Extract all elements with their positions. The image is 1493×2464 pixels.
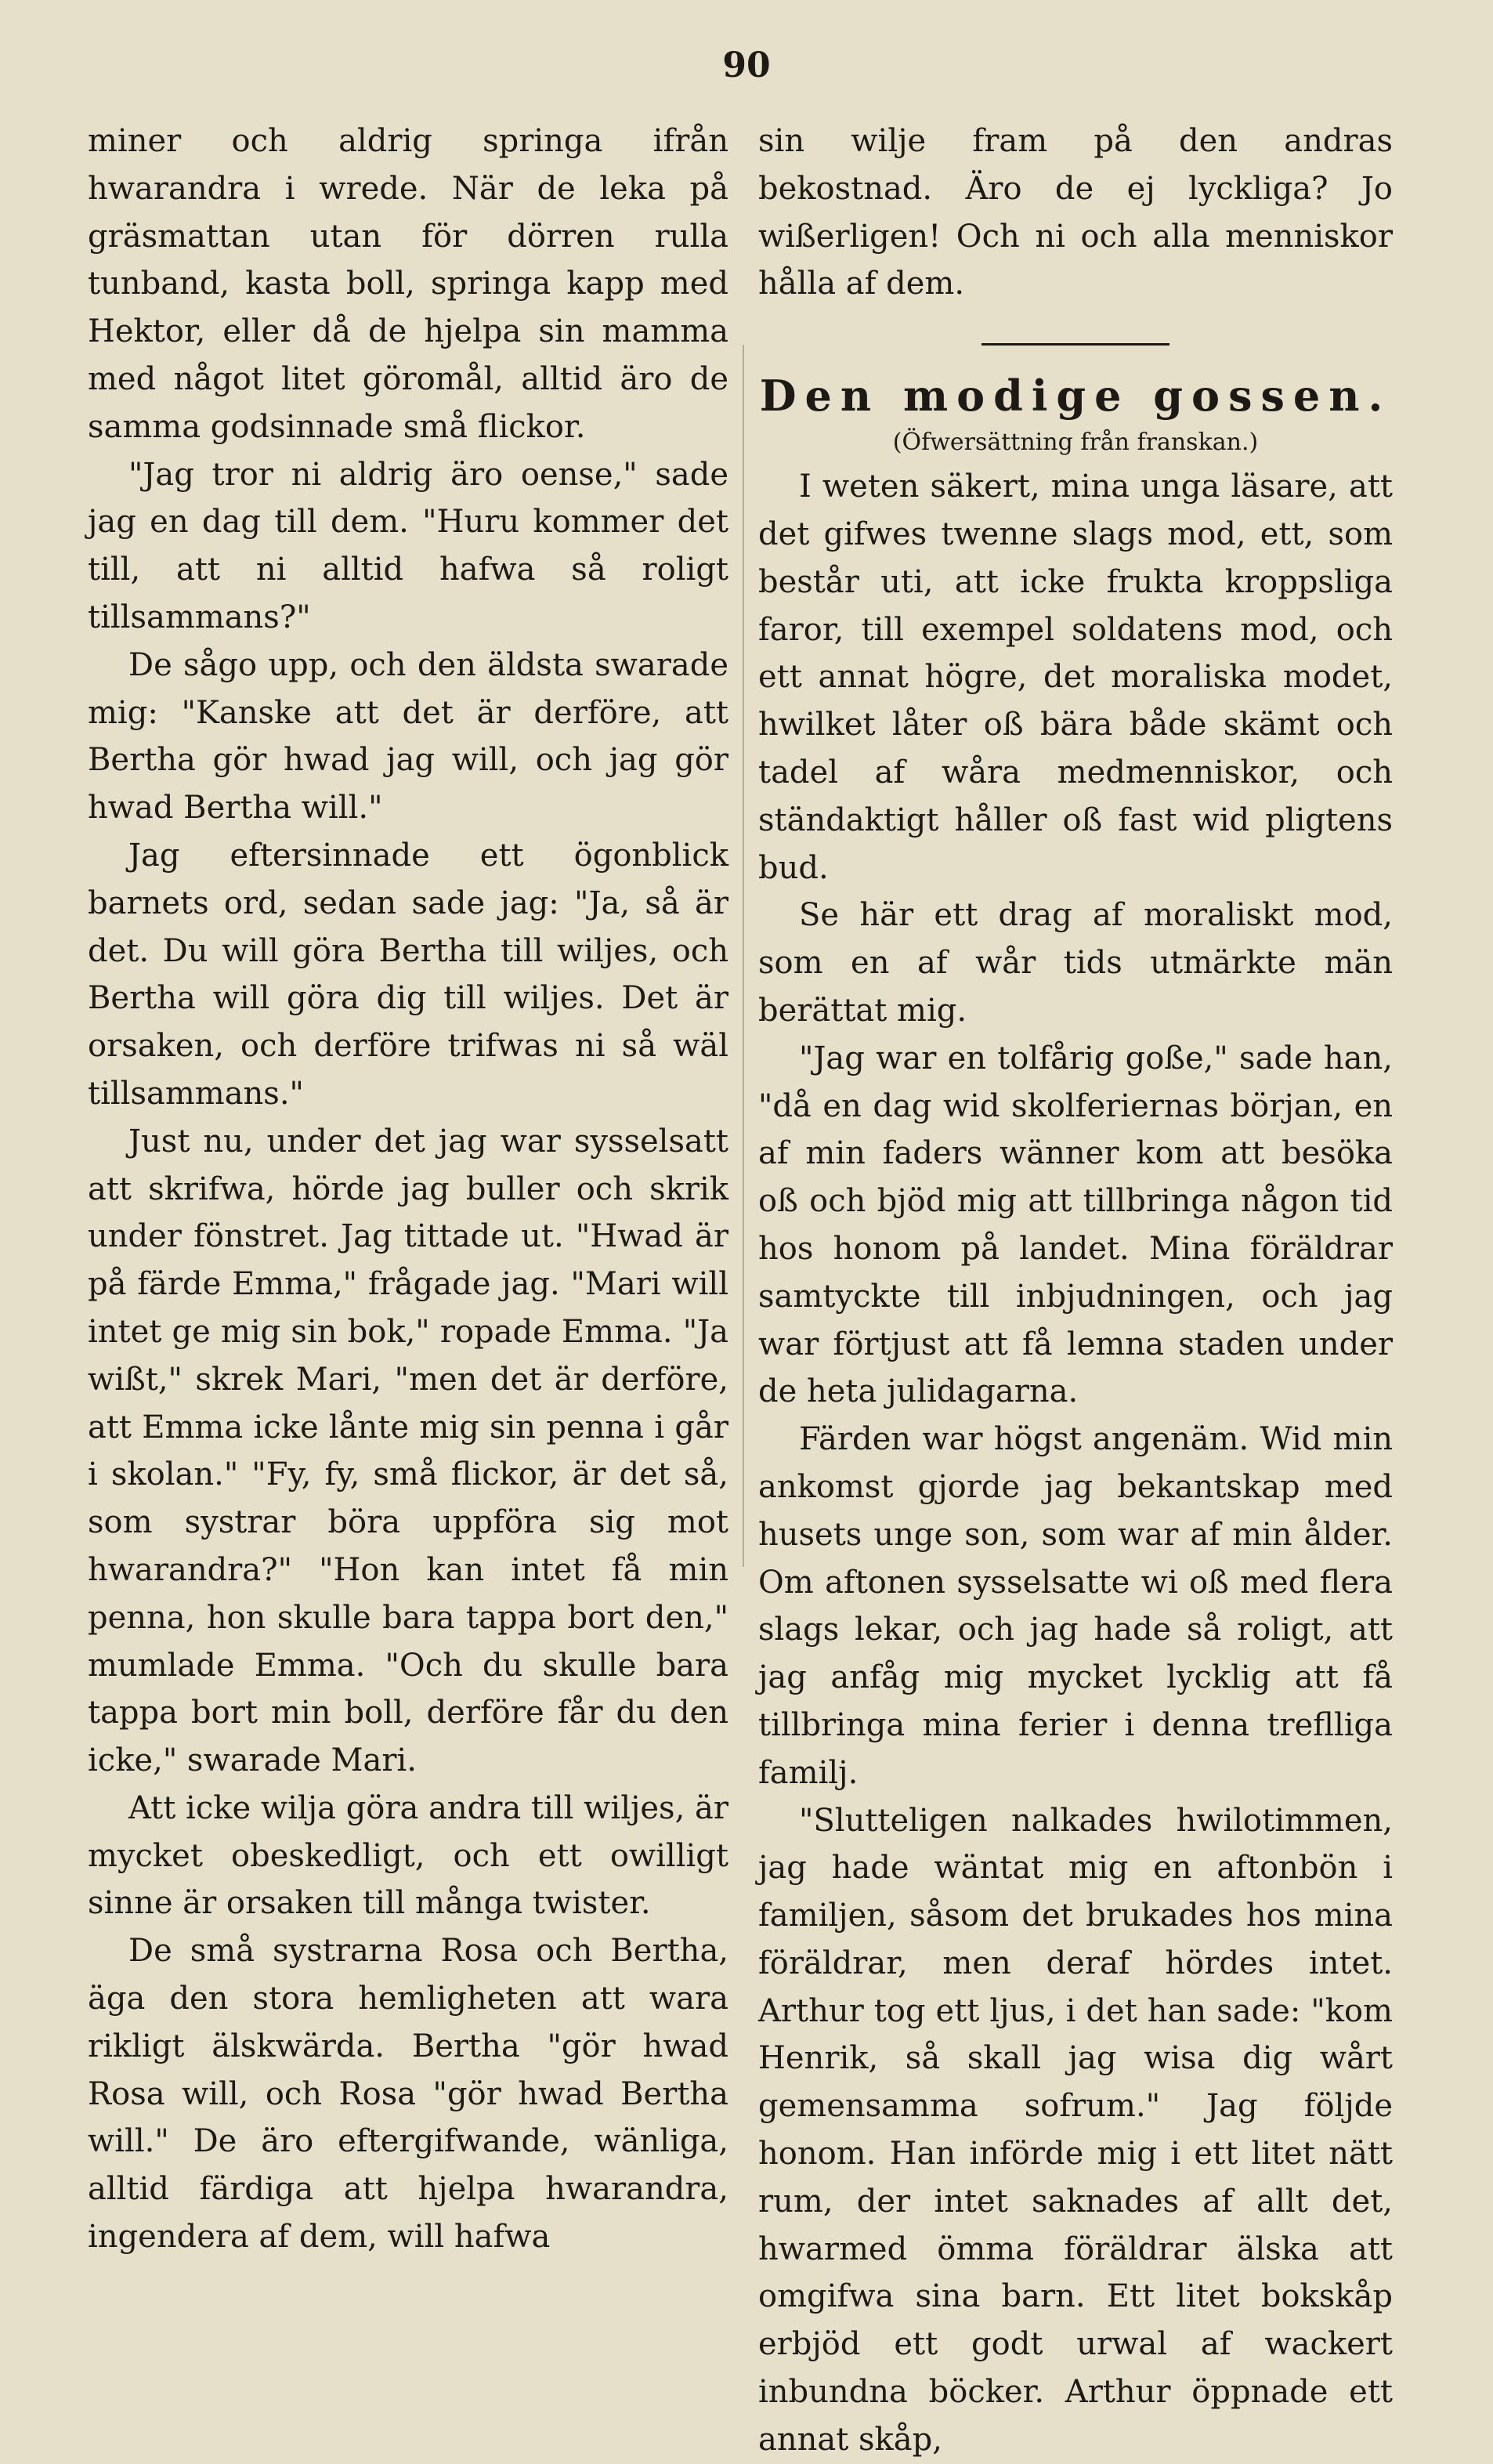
page-number: 90	[722, 45, 771, 85]
paragraph: Se här ett drag af moraliskt mod, som en af wår tids utmärkte män berättat mig.	[758, 897, 1393, 1029]
paragraph: "Jag war en tolfårig goße," sade han, "då en dag wid skolferiernas början, en af min faders wänner kom att besöka oß och bjöd mig att tillbringa någon tid hos honom på landet. Mina föräldrar samtyckte till inbjudningen, och jag war förtjust att få lemna staden under de heta julidagarna.	[758, 1040, 1393, 1410]
paragraph: sin wilje fram på den andras bekostnad. Äro de ej lyckliga? Jo wißerligen! Och ni och alla menniskor hålla af dem.	[758, 123, 1393, 302]
paragraph: Jag eftersinnade ett ögonblick barnets ord, sedan sade jag: "Ja, så är det. Du will göra Bertha till wiljes, och Bertha will göra dig till wiljes. Det är orsaken, och derföre trifwas ni så wäl tillsammans."	[88, 837, 728, 1112]
paragraph: Färden war högst angenäm. Wid min ankomst gjorde jag bekantskap med husets unge son, som war af min ålder. Om aftonen sysselsatte wi oß med flera slags lekar, och jag hade så roligt, att jag anfåg mig mycket lycklig att få tillbringa mina ferier i denna treflliga familj.	[758, 1421, 1393, 1791]
left-column	[88, 118, 728, 2261]
paragraph: Just nu, under det jag war sysselsatt att skrifwa, hörde jag buller och skrik under fönstret. Jag tittade ut. "Hwad är på färde Emma," frågade jag. "Mari will intet ge mig sin bok," ropade Emma. "Ja wißt," skrek Mari, "men det är derföre, att Emma icke lånte mig sin penna i går i skolan." "Fy, fy, små flickor, är det så, som systrar böra uppföra sig mot hwarandra?" "Hon kan intet få min penna, hon skulle bara tappa bort den," mumlade Emma. "Och du skulle bara tappa bort min boll, derföre får du den icke," swarade Mari.	[88, 1123, 728, 1779]
paragraph: Att icke wilja göra andra till wiljes, är mycket obeskedligt, och ett owilligt sinne är orsaken till många twister.	[88, 1789, 728, 1922]
paragraph: De små systrarna Rosa och Bertha, äga den stora hemligheten att wara rikligt älskwärda. Bertha "gör hwad Rosa will, och Rosa "gör hwad Bertha will." De äro eftergifwande, wänliga, alltid färdiga att hjelpa hwarandra, ingendera af dem, will hafwa	[88, 1933, 728, 2256]
right-column	[758, 118, 1393, 2464]
story-subtitle: (Öfwersättning från franskan.)	[892, 429, 1259, 457]
paragraph: miner och aldrig springa ifrån hwarandra i wrede. När de leka på gräsmattan utan för dörren rulla tunband, kasta boll, springa kapp med Hektor, eller då de hjelpa sin mamma med något litet göromål, alltid äro de samma godsinnade små flickor.	[88, 123, 728, 445]
paragraph: "Slutteligen nalkades hwilotimmen, jag hade wäntat mig en aftonbön i familjen, såsom det brukades hos mina föräldrar, men deraf hördes intet. Arthur tog ett ljus, i det han sade: "kom Henrik, så skall jag wisa dig wårt gemensamma sofrum." Jag följde honom. Han införde mig i ett litet nätt rum, der intet saknades af allt det, hwarmed ömma föräldrar älska att omgifwa sina barn. Ett litet bokskåp erbjöd ett godt urwal af wackert inbundna böcker. Arthur öppnade ett annat skåp,	[758, 1802, 1393, 2458]
paragraph: De sågo upp, och den äldsta swarade mig: "Kanske att det är derföre, att Bertha gör hwad jag will, och jag gör hwad Bertha will."	[88, 646, 728, 827]
column-divider	[743, 345, 744, 1567]
section-rule	[981, 343, 1169, 346]
story-title: Den modige gossen.	[759, 371, 1392, 422]
paragraph: I weten säkert, mina unga läsare, att det gifwes twenne slags mod, ett, som består uti, att icke frukta kroppsliga faror, till exempel soldatens mod, och ett annat högre, det moraliska modet, hwilket låter oß bära både skämt och tadel af wåra medmenniskor, och ständaktigt håller oß fast wid pligtens bud.	[758, 469, 1393, 886]
paragraph: "Jag tror ni aldrig äro oense," sade jag en dag till dem. "Huru kommer det till, att ni alltid hafwa så roligt tillsammans?"	[88, 456, 728, 635]
